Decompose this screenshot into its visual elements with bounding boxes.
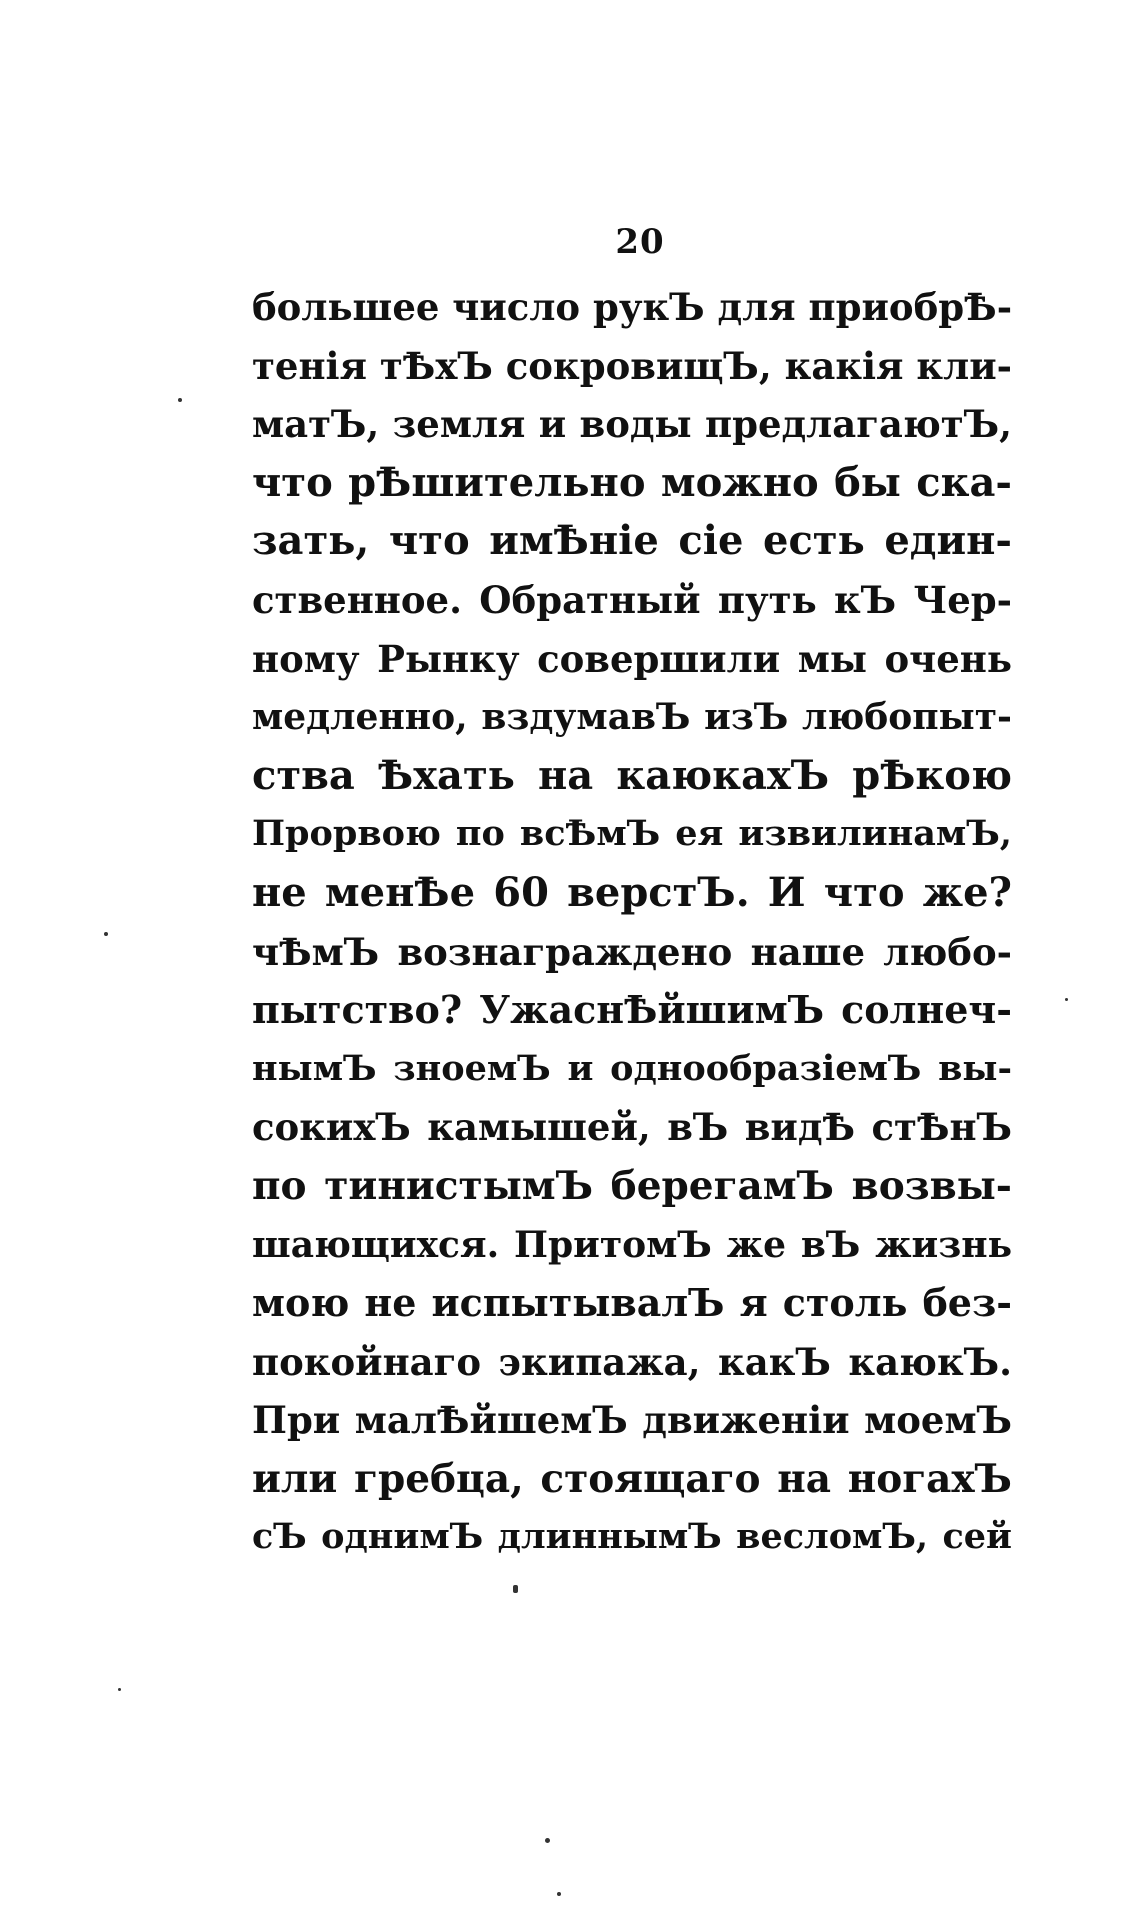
body-text: [252, 278, 1012, 1567]
scan-speck: [557, 1892, 561, 1896]
text-line: При малѢйшемЪ движеніи моемЪ: [252, 1398, 1012, 1443]
scan-speck: [118, 1688, 121, 1691]
text-line: чѢмЪ вознаграждено наше любо-: [252, 929, 1012, 974]
text-line: мою не испытывалЪ я столь без-: [252, 1280, 1012, 1326]
text-line: по тинистымЪ берегамЪ возвы-: [252, 1162, 1012, 1209]
text-line: ства Ѣхать на каюкахЪ рѢкою: [252, 751, 1012, 799]
page-number: 20: [615, 222, 665, 262]
text-line: пытство? УжаснѢйшимЪ солнеч-: [252, 987, 1012, 1033]
text-line: или гребца, стоящаго на ногахЪ: [252, 1455, 1012, 1502]
scan-speck: [1065, 998, 1068, 1001]
scan-speck: [545, 1838, 550, 1843]
text-line: ному Рынку совершили мы очень: [252, 636, 1012, 681]
text-line: матЪ, земля и воды предлагаютЪ,: [252, 402, 1012, 447]
text-line: большее число рукЪ для приобрѢ-: [252, 285, 1013, 329]
scan-speck: [178, 398, 182, 402]
text-line: шающихся. ПритомЪ же вЪ жизнь: [252, 1223, 1012, 1266]
text-line: нымЪ зноемЪ и однообразіемЪ вы-: [252, 1047, 1012, 1089]
text-line: зать, что имѢніе сіе есть един-: [252, 517, 1012, 565]
text-line: медленно, вздумавЪ изЪ любопыт-: [252, 696, 1012, 739]
text-line: что рѢшительно можно бы ска-: [252, 458, 1012, 506]
text-line: тенія тѢхЪ сокровищЪ, какія кли-: [252, 343, 1012, 388]
text-line: Прорвою по всѢмЪ ея извилинамЪ,: [252, 813, 1012, 855]
text-line: ственное. Обратный путь кЪ Чер-: [252, 577, 1012, 622]
text-line: покойнаго экипажа, какЪ каюкЪ.: [252, 1339, 1012, 1384]
scan-speck: [104, 932, 108, 936]
text-line: сокихЪ камышей, вЪ видѢ стѢнЪ: [252, 1105, 1012, 1150]
text-line: не менѢе 60 верстЪ. И что же?: [252, 868, 1012, 916]
scan-speck: [513, 1585, 518, 1593]
text-line: сЪ однимЪ длиннымЪ весломЪ, сей: [252, 1516, 1012, 1558]
